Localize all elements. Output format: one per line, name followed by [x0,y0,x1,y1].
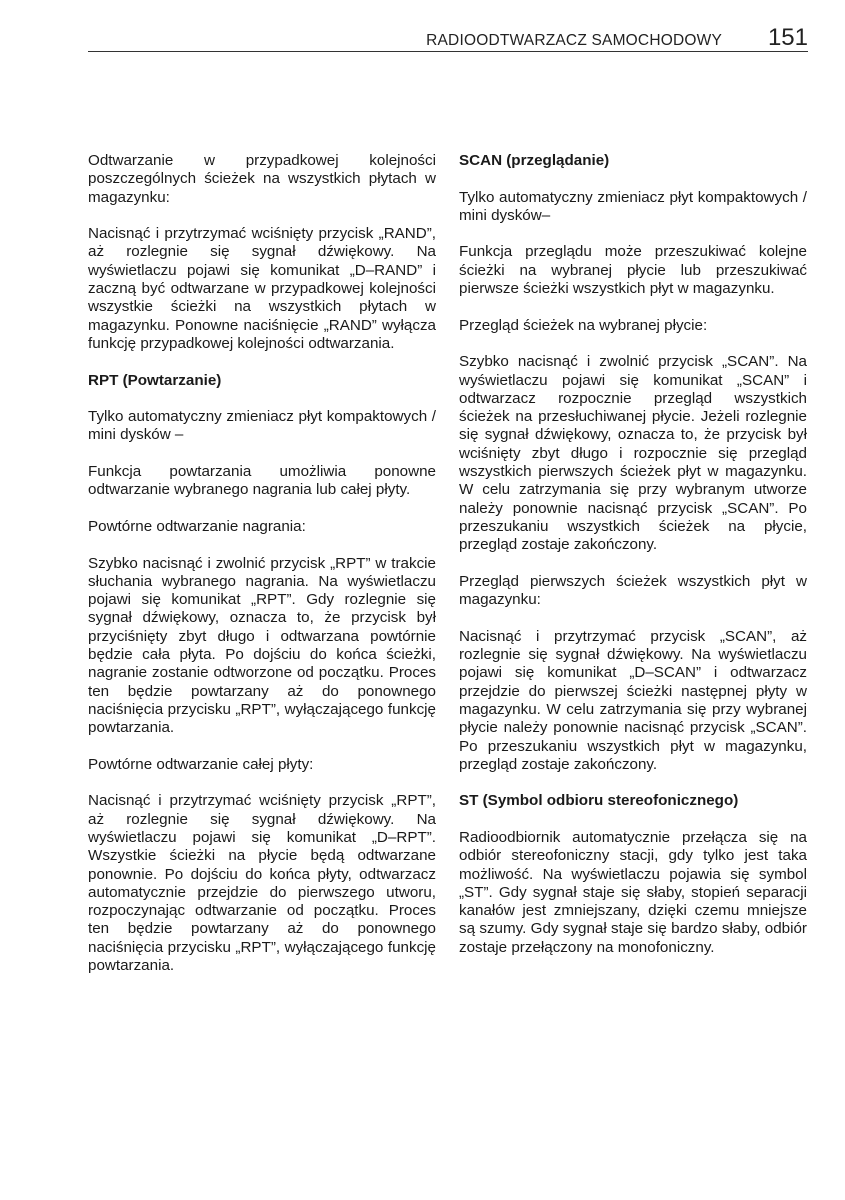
paragraph: Funkcja przeglądu może przeszukiwać kolejne ścieżki na wybranej płycie lub przeszukiwać pierwsze ścieżki wszystkich płyt w magazynku. [459,243,807,298]
section-heading-scan: SCAN (przeglądanie) [459,152,610,169]
paragraph: Nacisnąć i przytrzymać przycisk „SCAN”, aż rozlegnie się sygnał dźwiękowy. Na wyświetlaczu pojawi się komunikat „D–SCAN” i odtwarzacz przejdzie do pierwszej ścieżki następnej płyty w magazynku. W celu zatrzymania się przy wybranej płycie należy ponownie nacisnąć przycisk „SCAN”. Po przeszukaniu wszystkich płyt w magazynku, przegląd zostaje zakończony. [459,627,807,773]
running-header-title: RADIOODTWARZACZ SAMOCHODOWY [426,32,722,49]
section-heading-st: ST (Symbol odbioru stereofonicznego) [459,792,739,810]
paragraph: Szybko nacisnąć i zwolnić przycisk „SCAN”. Na wyświetlaczu pojawi się komunikat „SCAN” i odtwarzacz rozpocznie przegląd wszystkich ścieżek na przesłuchiwanej płycie. Jeżeli rozlegnie się sygnał dźwiękowy, oznacza to, że przycisk był wciśnięty zbyt długo i rozpocznie się przegląd wszystkich pierwszych ścieżek płyt w magazynku. W celu zatrzymania się przy wybranym utworze należy ponownie nacisnąć przycisk „SCAN”. Po przeszukaniu wszystkich ścieżek na płycie, przegląd zostaje zakończony. [459,353,807,554]
paragraph: Radioodbiornik automatycznie przełącza się na odbiór stereofoniczny stacji, gdy tylko jest taka możliwość. Na wyświetlaczu pojawia się symbol „ST”. Gdy sygnał staje się słaby, stopień separacji kanałów jest zmniejszany, dzięki czemu mniejsze są szumy. Gdy sygnał staje się bardzo słaby, odbiór zostaje przełączony na monofoniczny. [459,828,807,956]
paragraph: Nacisnąć i przytrzymać wciśnięty przycisk „RAND”, aż rozlegnie się sygnał dźwiękowy. Na wyświetlaczu pojawi się komunikat „D–RAND” i zaczną być odtwarzane w przypadkowej kolejności wszystkie ścieżki na wszystkich płytach w magazynku. Ponowne naciśnięcie „RAND” wyłącza funkcję przypadkowej kolejności odtwarzania. [88,225,436,352]
right-column [459,152,807,957]
paragraph: Odtwarzanie w przypadkowej kolejności poszczególnych ścieżek na wszystkich płytach w magazynku: [88,152,436,206]
paragraph: Przegląd ścieżek na wybranej płycie: [459,316,708,334]
paragraph: Powtórne odtwarzanie całej płyty: [88,755,314,773]
paragraph: Funkcja powtarzania umożliwia ponowne odtwarzanie wybranego nagrania lub całej płyty. [88,463,436,499]
left-column [88,152,436,975]
section-heading-rpt: RPT (Powtarzanie) [88,371,222,389]
paragraph: Tylko automatyczny zmieniacz płyt kompaktowych / mini dysków – [88,408,436,444]
paragraph: Szybko nacisnąć i zwolnić przycisk „RPT” w trakcie słuchania wybranego nagrania. Na wyświetlaczu pojawi się komunikat „RPT”. Gdy rozlegnie się sygnał dźwiękowy, oznacza to, że przycisk był przyciśnięty zbyt długo i odtwarzana powtórnie będzie cała płyta. Po dojściu do końca ścieżki, nagranie zostanie odtworzone od początku. Proces ten będzie powtarzany aż do ponownego naciśnięcia przycisku „RPT”, wyłączającego funkcję powtarzania. [88,554,436,737]
page-number: 151 [767,24,808,51]
paragraph: Powtórne odtwarzanie nagrania: [88,517,306,535]
paragraph: Tylko automatyczny zmieniacz płyt kompaktowych / mini dysków– [459,188,807,224]
page-header [88,22,808,52]
paragraph: Przegląd pierwszych ścieżek wszystkich płyt w magazynku: [459,572,807,609]
paragraph: Nacisnąć i przytrzymać wciśnięty przycisk „RPT”, aż rozlegnie się sygnał dźwiękowy. Na wyświetlaczu pojawi się komunikat „D–RPT”. Wszystkie ścieżki na płycie będą odtwarzane ponownie. Po dojściu do końca płyty, odtwarzacz automatycznie przejdzie do pierwszego utworu, rozpoczynając odtwarzanie od początku. Proces ten będzie powtarzany aż do ponownego naciśnięcia przycisku „RPT”, wyłączającego funkcję powtarzania. [88,792,436,975]
header-divider [88,51,808,52]
